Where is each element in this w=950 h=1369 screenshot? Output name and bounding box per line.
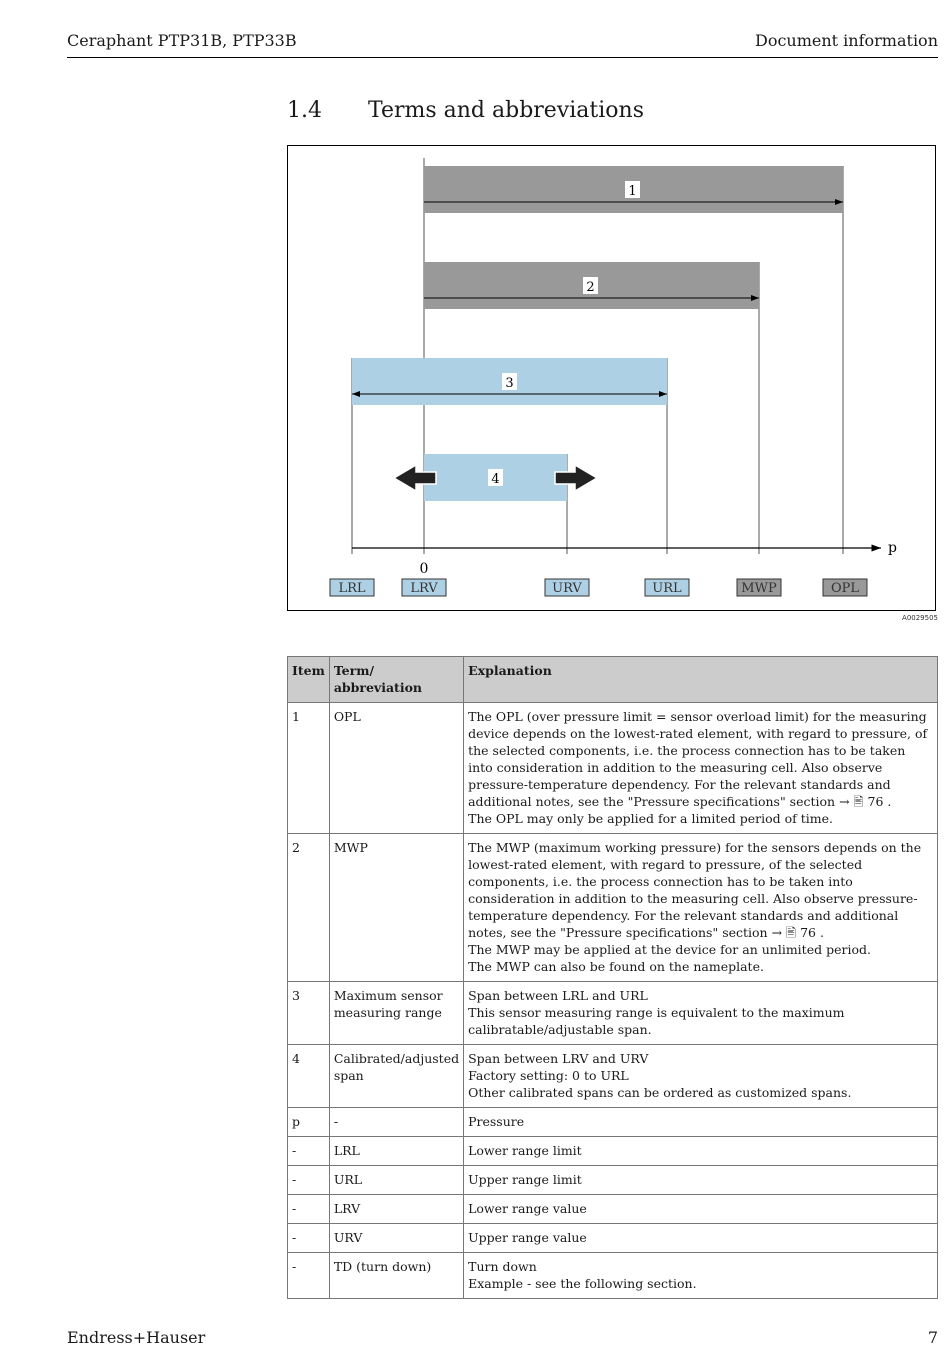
column-header-item: Item (288, 657, 330, 703)
bar-3-label: 3 (505, 376, 514, 391)
section-number: 1.4 (287, 98, 322, 123)
footer-brand: Endress+Hauser (67, 1328, 206, 1347)
cell-term: LRL (329, 1137, 463, 1166)
cell-explanation: Upper range value (464, 1224, 938, 1253)
table-row (288, 1166, 938, 1195)
marker-mwp-label: MWP (741, 581, 777, 596)
explanation-line: Other calibrated spans can be ordered as customized spans. (468, 1085, 852, 1100)
table-header-row (288, 657, 938, 703)
footer-page-number: 7 (927, 1328, 938, 1347)
explanation-line: Factory setting: 0 to URL (468, 1068, 629, 1083)
figure-id: A0029505 (902, 614, 938, 622)
cell-item: - (288, 1253, 330, 1299)
cell-explanation (464, 982, 938, 1045)
table-row (288, 1108, 938, 1137)
cell-term: Maximum sensor measuring range (329, 982, 463, 1045)
header-rule (67, 57, 938, 58)
table-row (288, 1195, 938, 1224)
pressure-range-figure (287, 145, 936, 611)
table-row (288, 982, 938, 1045)
cell-term: OPL (329, 703, 463, 834)
header-section-name: Document information (754, 31, 938, 50)
cell-term: URV (329, 1224, 463, 1253)
cell-explanation: Lower range value (464, 1195, 938, 1224)
table-row (288, 834, 938, 982)
page-reference-link[interactable]: → 🖹 76 . (839, 794, 892, 809)
cell-explanation: Pressure (464, 1108, 938, 1137)
table-row (288, 1045, 938, 1108)
cell-explanation (464, 1253, 938, 1299)
marker-opl (823, 579, 867, 596)
column-header-term: Term/ abbreviation (329, 657, 463, 703)
cell-explanation (464, 703, 938, 834)
zero-label: 0 (419, 561, 429, 577)
bar-4-label: 4 (491, 472, 500, 487)
cell-explanation (464, 834, 938, 982)
column-header-explanation: Explanation (464, 657, 938, 703)
cell-term: - (329, 1108, 463, 1137)
cell-item: 2 (288, 834, 330, 982)
explanation-line: This sensor measuring range is equivalent to the maximum calibratable/adjustable span. (468, 1005, 845, 1037)
table-row (288, 1224, 938, 1253)
pressure-axis-label: p (888, 540, 897, 556)
cell-item: 1 (288, 703, 330, 834)
cell-term: URL (329, 1166, 463, 1195)
cell-term: Calibrated/adjusted span (329, 1045, 463, 1108)
marker-lrv-label: LRV (410, 581, 438, 596)
explanation-line: Turn down (468, 1259, 537, 1274)
marker-urv (545, 579, 589, 596)
marker-mwp (737, 579, 781, 596)
explanation-text: The OPL (over pressure limit = sensor overload limit) for the measuring device depends on the lowest-rated element, with regard to pressure, of the selected components, i.e. the process connection has to be taken into consideration in addition to the measuring cell. Also observe pressure-temperature dependency. For the relevant standards and additional notes, see the "Pressure specifications" section (468, 709, 928, 809)
explanation-line: Span between LRV and URV (468, 1051, 649, 1066)
cell-item: - (288, 1224, 330, 1253)
cell-item: p (288, 1108, 330, 1137)
marker-lrv (402, 579, 446, 596)
header-product-name: Ceraphant PTP31B, PTP33B (67, 31, 297, 50)
cell-term: LRV (329, 1195, 463, 1224)
section-title: Terms and abbreviations (368, 98, 644, 123)
explanation-text: The MWP (maximum working pressure) for the sensors depends on the lowest-rated element, with regard to pressure, of the selected components, i.e. the process connection has to be taken into consideration in addition to the measuring cell. Also observe pressure-temperature dependency. For the relevant standards and additional notes, see the "Pressure specifications" section (468, 840, 922, 940)
marker-url (645, 579, 689, 596)
explanation-line: The OPL may only be applied for a limited period of time. (468, 811, 833, 826)
terms-table (287, 656, 938, 1299)
bar-1-label: 1 (628, 184, 637, 199)
cell-item: 4 (288, 1045, 330, 1108)
cell-item: - (288, 1195, 330, 1224)
cell-term: MWP (329, 834, 463, 982)
explanation-line: The MWP may be applied at the device for an unlimited period. (468, 942, 871, 957)
cell-item: - (288, 1166, 330, 1195)
pressure-range-diagram (288, 146, 937, 612)
marker-lrl (330, 579, 374, 596)
explanation-line: Span between LRL and URL (468, 988, 648, 1003)
marker-url-label: URL (652, 581, 682, 596)
marker-lrl-label: LRL (338, 581, 366, 596)
page-reference-link[interactable]: → 🖹 76 . (771, 925, 824, 940)
cell-item: 3 (288, 982, 330, 1045)
cell-explanation: Upper range limit (464, 1166, 938, 1195)
cell-explanation: Lower range limit (464, 1137, 938, 1166)
table-row (288, 703, 938, 834)
explanation-line: Example - see the following section. (468, 1276, 697, 1291)
cell-term: TD (turn down) (329, 1253, 463, 1299)
cell-explanation (464, 1045, 938, 1108)
marker-urv-label: URV (552, 581, 582, 596)
cell-item: - (288, 1137, 330, 1166)
explanation-line: The MWP can also be found on the nameplate. (468, 959, 764, 974)
bar-2-label: 2 (586, 280, 595, 295)
table-row (288, 1137, 938, 1166)
marker-opl-label: OPL (830, 581, 860, 596)
table-row (288, 1253, 938, 1299)
